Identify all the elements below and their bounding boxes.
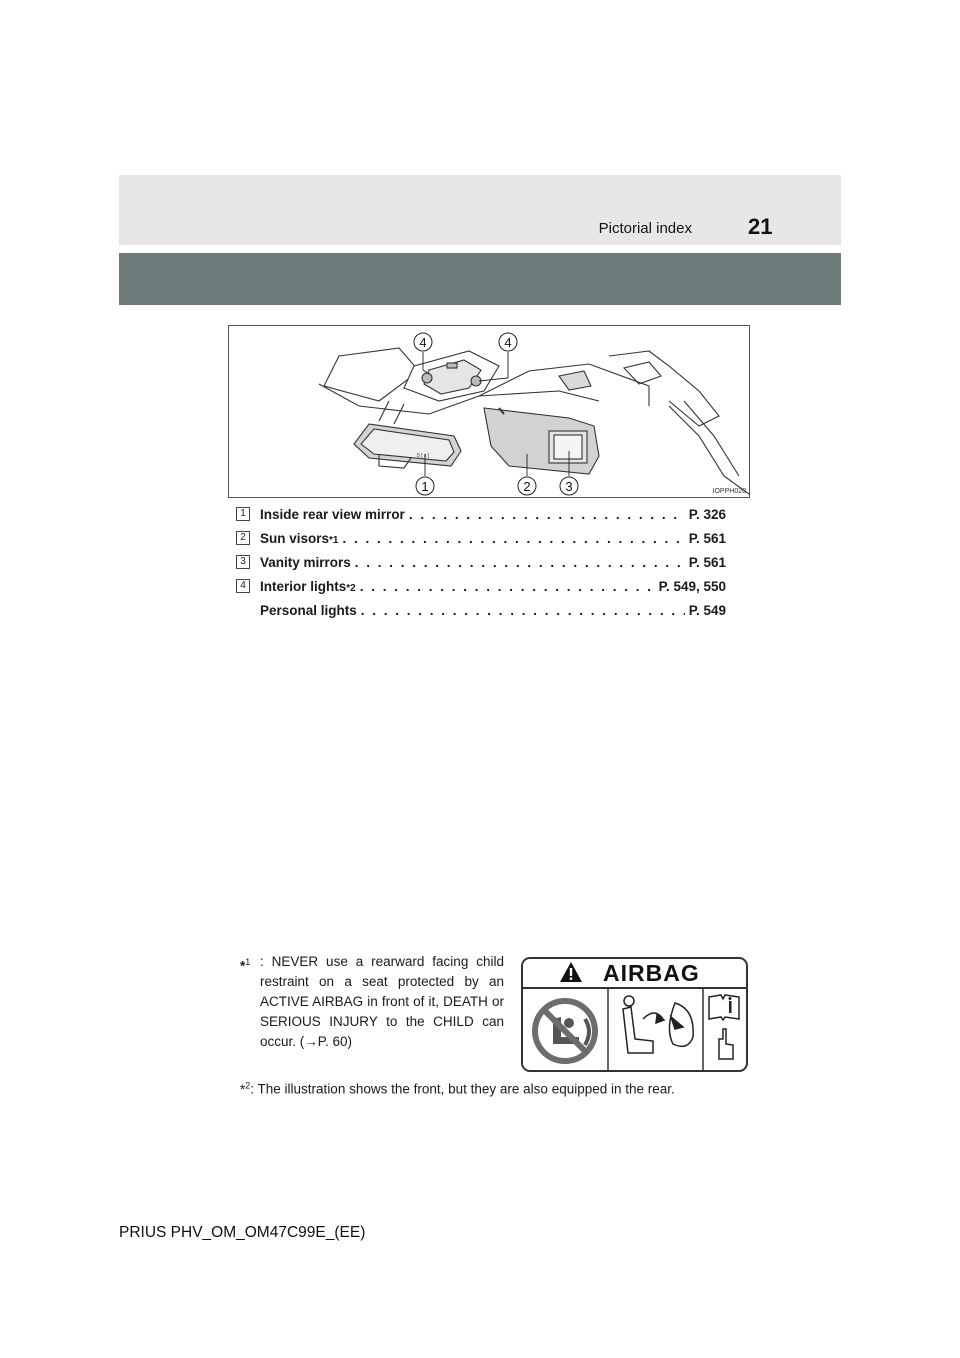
section-title: Pictorial index — [598, 220, 692, 237]
seat-airbag-deploy-icon — [623, 996, 693, 1053]
list-item — [236, 551, 726, 575]
airbag-label-pictograms — [523, 989, 746, 1072]
header-band — [119, 175, 841, 245]
leader-dots — [361, 603, 685, 618]
read-manual-icon — [709, 995, 739, 1059]
leader-dots — [355, 555, 685, 570]
footnote-1 — [240, 952, 504, 1052]
footnote-1-mark: *$^1$ — [240, 957, 251, 974]
page-reference: P. 326 — [688, 507, 726, 522]
page-reference: P. 561 — [688, 555, 726, 570]
leader-dots — [360, 579, 655, 594]
callout-3: 3 — [565, 479, 573, 494]
footnote-1-text: : NEVER use a rearward facing child restraint on a seat protected by an ACTIVE AIRBAG in front of it, DEATH or SERIOUS INJURY to the CHILD can occur. (→P. 60) — [260, 954, 504, 1049]
callout-2: 2 — [523, 479, 531, 494]
page-reference: P. 549 — [688, 603, 726, 618]
item-label: Vanity mirrors — [260, 555, 351, 570]
no-rear-facing-child-seat-icon — [535, 1001, 595, 1061]
mirror-tag: 5 [ s ] — [417, 453, 430, 459]
title-bar — [119, 253, 841, 305]
footnote-ref: *2 — [346, 583, 356, 594]
document-code: PRIUS PHV_OM_OM47C99E_(EE) — [119, 1224, 366, 1241]
list-item — [236, 599, 726, 623]
callout-4b: 4 — [504, 335, 512, 350]
page-reference: P. 549, 550 — [658, 579, 726, 594]
item-label: Personal lights — [260, 603, 357, 618]
item-list — [236, 503, 726, 623]
airbag-warning-label — [521, 957, 748, 1072]
airbag-word: AIRBAG — [603, 960, 700, 986]
item-label: Sun visors — [260, 531, 330, 546]
footnote-2-text: : The illustration shows the front, but they are also equipped in the rear. — [250, 1081, 675, 1097]
figure-code: IOPPH020 — [712, 488, 746, 495]
item-number: 2 — [236, 531, 250, 545]
airbag-label-header — [523, 959, 746, 989]
leader-dots — [342, 531, 684, 546]
footnote-2-mark: *$^2$ — [240, 1080, 251, 1097]
warning-triangle-icon — [559, 961, 583, 983]
interior-illustration — [228, 325, 750, 498]
leader-dots — [409, 507, 685, 522]
item-number: 3 — [236, 555, 250, 569]
page-reference: P. 561 — [688, 531, 726, 546]
item-label: Inside rear view mirror — [260, 507, 405, 522]
list-item — [236, 575, 726, 599]
ceiling-drawing — [229, 326, 750, 498]
callout-4a: 4 — [419, 335, 427, 350]
list-item — [236, 527, 726, 551]
item-number: 1 — [236, 507, 250, 521]
page-number: 21 — [748, 214, 773, 239]
callout-1: 1 — [421, 479, 429, 494]
item-label: Interior lights — [260, 579, 347, 594]
footnote-ref: *1 — [329, 535, 339, 546]
footnote-2 — [240, 1080, 675, 1097]
item-number: 4 — [236, 579, 250, 593]
list-item — [236, 503, 726, 527]
